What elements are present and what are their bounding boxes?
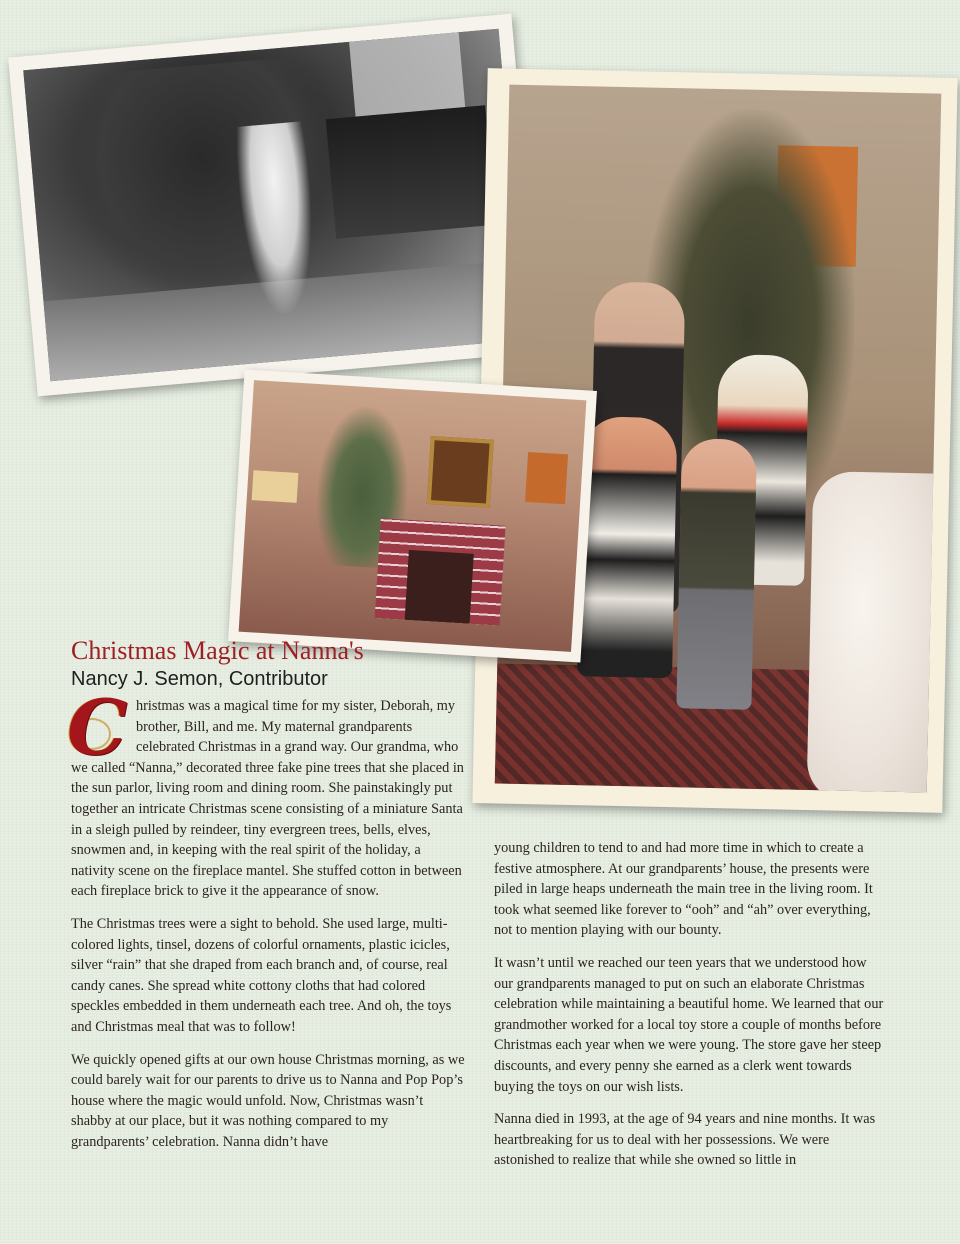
paragraph: The Christmas trees were a sight to behold. She used large, multi-colored lights, tinsel, dozens of colorful ornaments, plastic icicles, silver “rain” that she draped from each branch and, of course, real candy canes. She spread white cottony cloths that had colored speckles embedded in them underneath each tree. And oh, the toys and Christmas meal that was to follow! <box>71 915 452 1035</box>
paragraph-text: hristmas was a magical time for my sister, Deborah, my brother, Bill, and me. My maternal grandparents celebrated Christmas in a grand way. Our grandma, who we called “Nanna,” decorated three fake pine trees that she placed in the sun parlor, living room and dining room. She painstakingly put together an intricate Christmas scene consisting of a miniature Santa in a sleigh pulled by reindeer, tiny evergreen trees, bells, elves, snowmen and, in keeping with the real spirit of the holiday, a nativity scene on the fireplace mantel. She stuffed cotton in between each fireplace brick to give it the appearance of snow. <box>71 698 464 900</box>
color-photo-living-room-fireplace <box>228 369 597 662</box>
curtain <box>525 452 568 504</box>
article-column-right <box>494 838 889 1183</box>
armchair <box>806 471 941 792</box>
article-title: Christmas Magic at Nanna's <box>71 636 364 665</box>
lamp <box>252 470 299 503</box>
paragraph: It wasn’t until we reached our teen years that we understood how our grandparents managed to put on such an elaborate Christmas celebration while maintaining a beautiful home. We learned that our grandmother worked for a local toy store a couple of months before Christmas each year when we were young. The store gave her steep discounts, and every penny she earned as a clerk went towards buying the toys on our wish lists. <box>494 954 884 1095</box>
article-column-left <box>67 683 466 1164</box>
paragraph: We quickly opened gifts at our own house Christmas morning, as we could barely wait for our parents to drive us to Nanna and Pop Pop’s house where the magic would unfold. Now, Christmas wasn’t shabby at our place, but it was nothing compared to my grandparents’ celebration. Nanna didn’t have <box>71 1051 465 1150</box>
paragraph: Nanna died in 1993, at the age of 94 years and nine months. It was heartbreaking for us to deal with her possessions. We were astonished to realize that while she owned so little in <box>494 1111 876 1169</box>
boy-in-vest <box>676 438 757 710</box>
black-and-white-photo-girl-by-tree <box>8 14 541 397</box>
paragraph <box>67 683 466 902</box>
side-table <box>326 105 496 238</box>
photo-image <box>239 380 587 652</box>
firebox <box>405 550 474 624</box>
drop-cap <box>67 683 128 772</box>
paragraph: young children to tend to and had more time in which to create a festive atmosphere. At our grandparents’ house, the presents were piled in large heaps underneath the main tree in the living room. It took what seemed like forever to “ooh” and “ah” over everything, not to mention playing with our bounty. <box>494 840 873 939</box>
photo-image <box>23 29 525 381</box>
drop-cap-letter: C <box>67 683 128 772</box>
article-byline: Nancy J. Semon, Contributor <box>71 668 328 690</box>
framed-portrait <box>427 436 494 508</box>
